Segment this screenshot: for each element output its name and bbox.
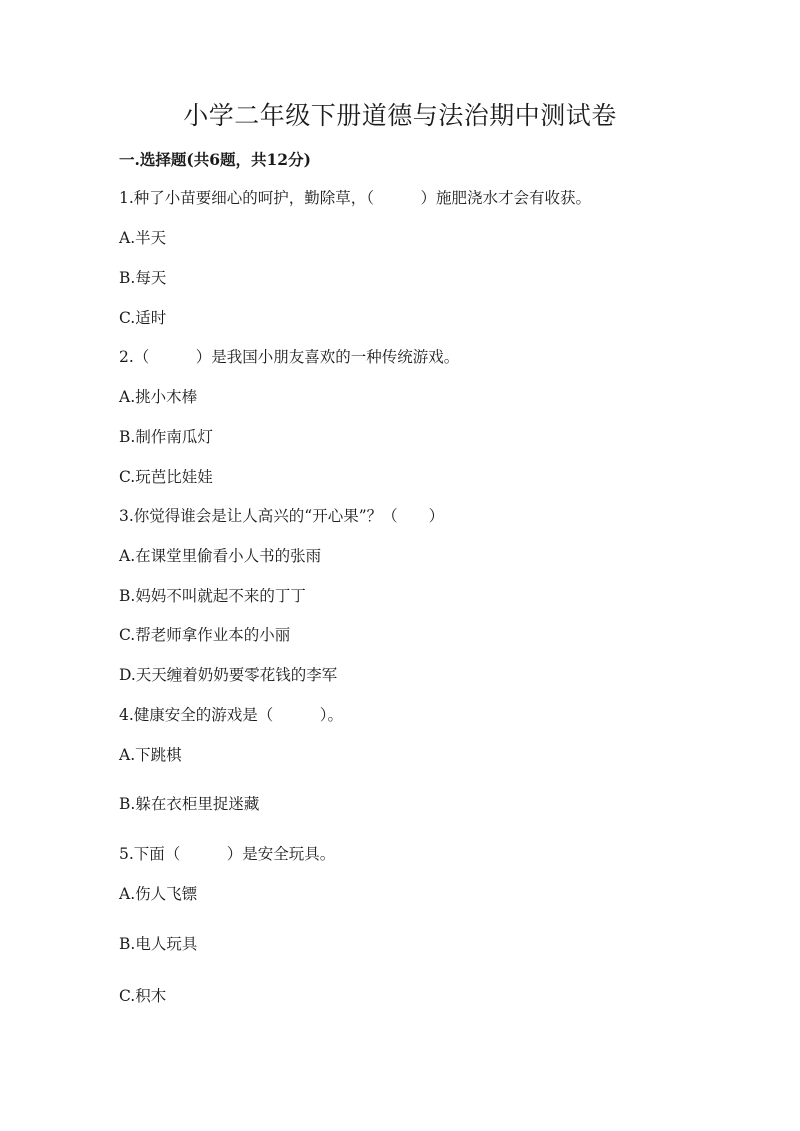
question-3-option-b: B.妈妈不叫就起不来的丁丁 (119, 587, 306, 605)
question-3-option-d: D.天天缠着奶奶要零花钱的李军 (119, 666, 338, 684)
page-title: 小学二年级下册道德与法治期中测试卷 (183, 101, 617, 130)
question-1-option-c: C.适时 (119, 309, 167, 327)
section-heading: 一.选择题(共6题，共12分) (119, 150, 311, 169)
question-4-option-a: A.下跳棋 (119, 746, 182, 764)
question-1-option-a: A.半天 (119, 229, 167, 247)
question-5-option-a: A.伤人飞镖 (119, 885, 198, 903)
question-3-stem: 3.你觉得谁会是让人高兴的“开心果”？（ ） (119, 507, 445, 525)
question-2-stem: 2.（ ）是我国小朋友喜欢的一种传统游戏。 (119, 348, 460, 366)
question-2-option-a: A.挑小木棒 (119, 388, 198, 406)
question-2-option-c: C.玩芭比娃娃 (119, 468, 213, 486)
question-4-stem: 4.健康安全的游戏是（ ）。 (119, 706, 344, 724)
question-1-stem: 1.种了小苗要细心的呵护，勤除草，（ ）施肥浇水才会有收获。 (119, 189, 592, 207)
question-3-option-c: C.帮老师拿作业本的小丽 (119, 626, 291, 644)
question-2-option-b: B.制作南瓜灯 (119, 428, 213, 446)
question-5-option-b: B.电人玩具 (119, 935, 198, 953)
question-5-stem: 5.下面（ ）是安全玩具。 (119, 845, 336, 863)
question-4-option-b: B.躲在衣柜里捉迷藏 (119, 795, 260, 813)
question-3-option-a: A.在课堂里偷看小人书的张雨 (119, 547, 322, 565)
question-1-option-b: B.每天 (119, 269, 167, 287)
question-5-option-c: C.积木 (119, 987, 167, 1005)
